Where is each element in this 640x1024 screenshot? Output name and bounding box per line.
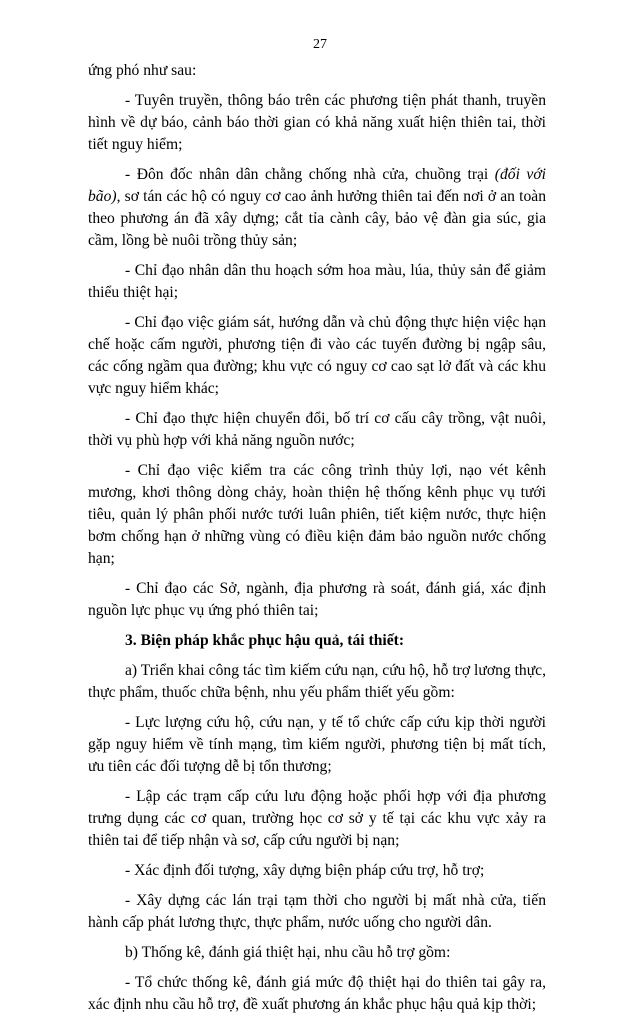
page-number: 27 [313, 37, 327, 52]
bullet-paragraph: - Chỉ đạo việc giám sát, hướng dẫn và chủ động thực hiện việc hạn chế hoặc cấm người, phương tiện đi vào các tuyến đường bị ngập sâu, các cống ngầm qua đường; khu vực có nguy cơ cao sạt lở đất và các khu vực nguy hiểm khác; [88, 314, 546, 397]
bullet-paragraph: - Tuyên truyền, thông báo trên các phương tiện phát thanh, truyền hình về dự báo, cảnh báo thời gian có khả năng xuất hiện thiên tai, thời tiết nguy hiểm; [88, 92, 546, 153]
section-heading: 3. Biện pháp khắc phục hậu quả, tái thiết: [125, 632, 405, 649]
bullet-paragraph: - Lập các trạm cấp cứu lưu động hoặc phối hợp với địa phương trưng dụng các cơ quan, trường học cơ sở y tế tại các khu vực xảy ra thiên tai để tiếp nhận và sơ, cấp cứu người bị nạn; [88, 788, 546, 849]
bullet-text-part: , sơ tán các hộ có nguy cơ cao ảnh hưởng thiên tai đến nơi ở an toàn theo phương án đã xây dựng; cắt tỉa cành cây, bảo vệ đàn gia súc, gia cầm, lồng bè nuôi trồng thủy sản; [88, 188, 546, 249]
bullet-paragraph: - Chỉ đạo việc kiểm tra các công trình thủy lợi, nạo vét kênh mương, khơi thông dòng chảy, hoàn thiện hệ thống kênh phục vụ tưới tiêu, quản lý phân phối nước tưới luân phiên, tiết kiệm nước, thực hiện bơm chống hạn ở những vùng có điều kiện đảm bảo nguồn nước chống hạn; [88, 462, 546, 567]
bullet-paragraph [88, 164, 546, 252]
bullet-paragraph: - Xây dựng các lán trại tạm thời cho người bị mất nhà cửa, tiến hành cấp phát lương thực, thực phẩm, nước uống cho người dân. [88, 892, 546, 931]
bullet-paragraph: - Chỉ đạo thực hiện chuyển đổi, bố trí cơ cấu cây trồng, vật nuôi, thời vụ phù hợp với khả năng nguồn nước; [88, 410, 546, 449]
document-body [88, 60, 546, 1024]
bullet-paragraph: - Lực lượng cứu hộ, cứu nạn, y tế tổ chức cấp cứu kịp thời người gặp nguy hiểm về tính mạng, tìm kiếm người, phương tiện bị mất tích, ưu tiên các đối tượng dễ bị tổn thương; [88, 714, 546, 775]
bullet-paragraph: - Chỉ đạo nhân dân thu hoạch sớm hoa màu, lúa, thủy sản để giảm thiểu thiệt hại; [88, 262, 546, 301]
paragraph-continuation: ứng phó như sau: [88, 62, 197, 79]
italic-note: (đối với bão) [88, 166, 547, 205]
subsection-paragraph: a) Triển khai công tác tìm kiếm cứu nạn, cứu hộ, hỗ trợ lương thực, thực phẩm, thuốc chữa bệnh, nhu yếu phẩm thiết yếu gồm: [88, 662, 546, 701]
bullet-text-part: - Đôn đốc nhân dân chằng chống nhà cửa, chuồng trại [125, 166, 495, 183]
bullet-paragraph: - Tổ chức thống kê, đánh giá mức độ thiệt hại do thiên tai gây ra, xác định nhu cầu hỗ trợ, đề xuất phương án khắc phục hậu quả kịp thời; [88, 974, 546, 1013]
subsection-paragraph: b) Thống kê, đánh giá thiệt hại, nhu cầu hỗ trợ gồm: [125, 944, 451, 961]
bullet-paragraph: - Chỉ đạo các Sở, ngành, địa phương rà soát, đánh giá, xác định nguồn lực phục vụ ứng phó thiên tai; [88, 580, 546, 619]
bullet-paragraph: - Xác định đối tượng, xây dựng biện pháp cứu trợ, hỗ trợ; [125, 862, 485, 879]
